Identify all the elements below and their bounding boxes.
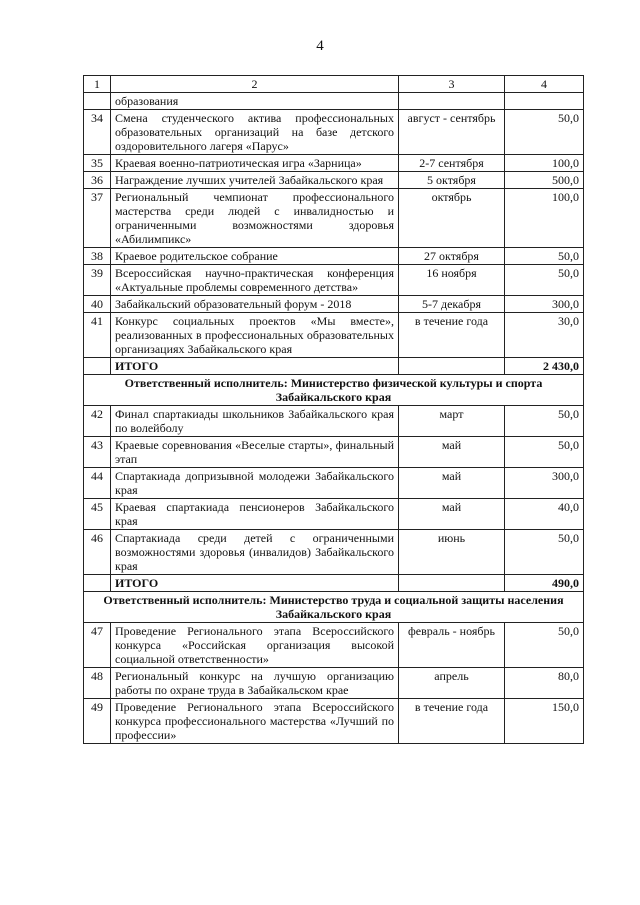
- row-number: 37: [84, 189, 111, 248]
- event-name: Смена студенческого актива профессиональных образовательных организаций на базе детского оздоровительного лагеря «Парус»: [111, 110, 399, 155]
- event-date: октябрь: [399, 189, 505, 248]
- table-row: [84, 248, 584, 265]
- event-date: февраль - ноябрь: [399, 623, 505, 668]
- event-date: май: [399, 437, 505, 468]
- table-row: [84, 499, 584, 530]
- event-name: Проведение Регионального этапа Всероссийского конкурса «Российская организация высокой социальной ответственности»: [111, 623, 399, 668]
- event-name: Спартакиада допризывной молодежи Забайкальского края: [111, 468, 399, 499]
- total-empty-cell: [84, 575, 111, 592]
- total-empty-cell: [399, 358, 505, 375]
- row-number: 49: [84, 699, 111, 744]
- event-date: 27 октября: [399, 248, 505, 265]
- total-amount: 2 430,0: [505, 358, 584, 375]
- total-label: ИТОГО: [111, 358, 399, 375]
- event-amount: 50,0: [505, 265, 584, 296]
- table-row: [84, 313, 584, 358]
- event-date: в течение года: [399, 699, 505, 744]
- row-number: 42: [84, 406, 111, 437]
- event-date: март: [399, 406, 505, 437]
- row-number: 47: [84, 623, 111, 668]
- event-name: Краевая спартакиада пенсионеров Забайкальского края: [111, 499, 399, 530]
- event-amount: 300,0: [505, 468, 584, 499]
- table-row: [84, 468, 584, 499]
- row-number: [84, 93, 111, 110]
- event-date: [399, 93, 505, 110]
- row-number: 41: [84, 313, 111, 358]
- row-number: 34: [84, 110, 111, 155]
- event-name: Забайкальский образовательный форум - 2018: [111, 296, 399, 313]
- table-row: [84, 530, 584, 575]
- total-row: [84, 575, 584, 592]
- event-name: Всероссийская научно-практическая конференция «Актуальные проблемы современного детства»: [111, 265, 399, 296]
- event-name: Проведение Регионального этапа Всероссийского конкурса профессионального мастерства «Лучший по профессии»: [111, 699, 399, 744]
- row-number: 36: [84, 172, 111, 189]
- event-name: Региональный чемпионат профессионального мастерства среди людей с инвалидностью и ограниченными возможностями здоровья «Абилимпикс»: [111, 189, 399, 248]
- column-number: 3: [399, 76, 505, 93]
- section-header: Ответственный исполнитель: Министерство физической культуры и спорта Забайкальского края: [84, 375, 584, 406]
- section-header-row: [84, 375, 584, 406]
- event-date: в течение года: [399, 313, 505, 358]
- row-number: 44: [84, 468, 111, 499]
- event-amount: 50,0: [505, 110, 584, 155]
- event-date: 2-7 сентября: [399, 155, 505, 172]
- column-number: 2: [111, 76, 399, 93]
- total-empty-cell: [399, 575, 505, 592]
- event-name: Краевые соревнования «Веселые старты», финальный этап: [111, 437, 399, 468]
- event-name: Конкурс социальных проектов «Мы вместе», реализованных в профессиональных образовательных организациях Забайкальского края: [111, 313, 399, 358]
- table-row: [84, 406, 584, 437]
- row-number: 39: [84, 265, 111, 296]
- row-number: 35: [84, 155, 111, 172]
- event-amount: 50,0: [505, 406, 584, 437]
- row-number: 48: [84, 668, 111, 699]
- total-empty-cell: [84, 358, 111, 375]
- event-date: май: [399, 499, 505, 530]
- table-row: [84, 110, 584, 155]
- row-number: 38: [84, 248, 111, 265]
- table-row: [84, 172, 584, 189]
- event-amount: 40,0: [505, 499, 584, 530]
- event-date: август - сентябрь: [399, 110, 505, 155]
- event-name: образования: [111, 93, 399, 110]
- event-amount: 30,0: [505, 313, 584, 358]
- event-amount: 300,0: [505, 296, 584, 313]
- total-label: ИТОГО: [111, 575, 399, 592]
- table-row: [84, 699, 584, 744]
- event-date: 5-7 декабря: [399, 296, 505, 313]
- event-amount: 100,0: [505, 189, 584, 248]
- table-row: [84, 93, 584, 110]
- event-date: май: [399, 468, 505, 499]
- table-row: [84, 189, 584, 248]
- page-number: 4: [316, 38, 324, 54]
- table-row: [84, 155, 584, 172]
- event-name: Краевая военно-патриотическая игра «Зарница»: [111, 155, 399, 172]
- event-date: 5 октября: [399, 172, 505, 189]
- column-number-row: [84, 76, 584, 93]
- event-amount: 100,0: [505, 155, 584, 172]
- event-amount: 80,0: [505, 668, 584, 699]
- event-amount: 50,0: [505, 623, 584, 668]
- total-row: [84, 358, 584, 375]
- table-row: [84, 623, 584, 668]
- event-amount: 50,0: [505, 248, 584, 265]
- section-header: Ответственный исполнитель: Министерство труда и социальной защиты населения Забайкальского края: [84, 592, 584, 623]
- table-row: [84, 668, 584, 699]
- row-number: 40: [84, 296, 111, 313]
- event-amount: 150,0: [505, 699, 584, 744]
- event-amount: 500,0: [505, 172, 584, 189]
- event-name: Награждение лучших учителей Забайкальского края: [111, 172, 399, 189]
- row-number: 46: [84, 530, 111, 575]
- event-amount: 50,0: [505, 530, 584, 575]
- event-name: Спартакиада среди детей с ограниченными возможностями здоровья (инвалидов) Забайкальского края: [111, 530, 399, 575]
- event-date: июнь: [399, 530, 505, 575]
- event-name: Финал спартакиады школьников Забайкальского края по волейболу: [111, 406, 399, 437]
- column-number: 1: [84, 76, 111, 93]
- total-amount: 490,0: [505, 575, 584, 592]
- row-number: 45: [84, 499, 111, 530]
- row-number: 43: [84, 437, 111, 468]
- event-name: Региональный конкурс на лучшую организацию работы по охране труда в Забайкальском крае: [111, 668, 399, 699]
- table-row: [84, 296, 584, 313]
- event-amount: [505, 93, 584, 110]
- event-name: Краевое родительское собрание: [111, 248, 399, 265]
- table-row: [84, 437, 584, 468]
- events-table: [83, 75, 584, 744]
- event-amount: 50,0: [505, 437, 584, 468]
- table-row: [84, 265, 584, 296]
- column-number: 4: [505, 76, 584, 93]
- event-date: апрель: [399, 668, 505, 699]
- section-header-row: [84, 592, 584, 623]
- event-date: 16 ноября: [399, 265, 505, 296]
